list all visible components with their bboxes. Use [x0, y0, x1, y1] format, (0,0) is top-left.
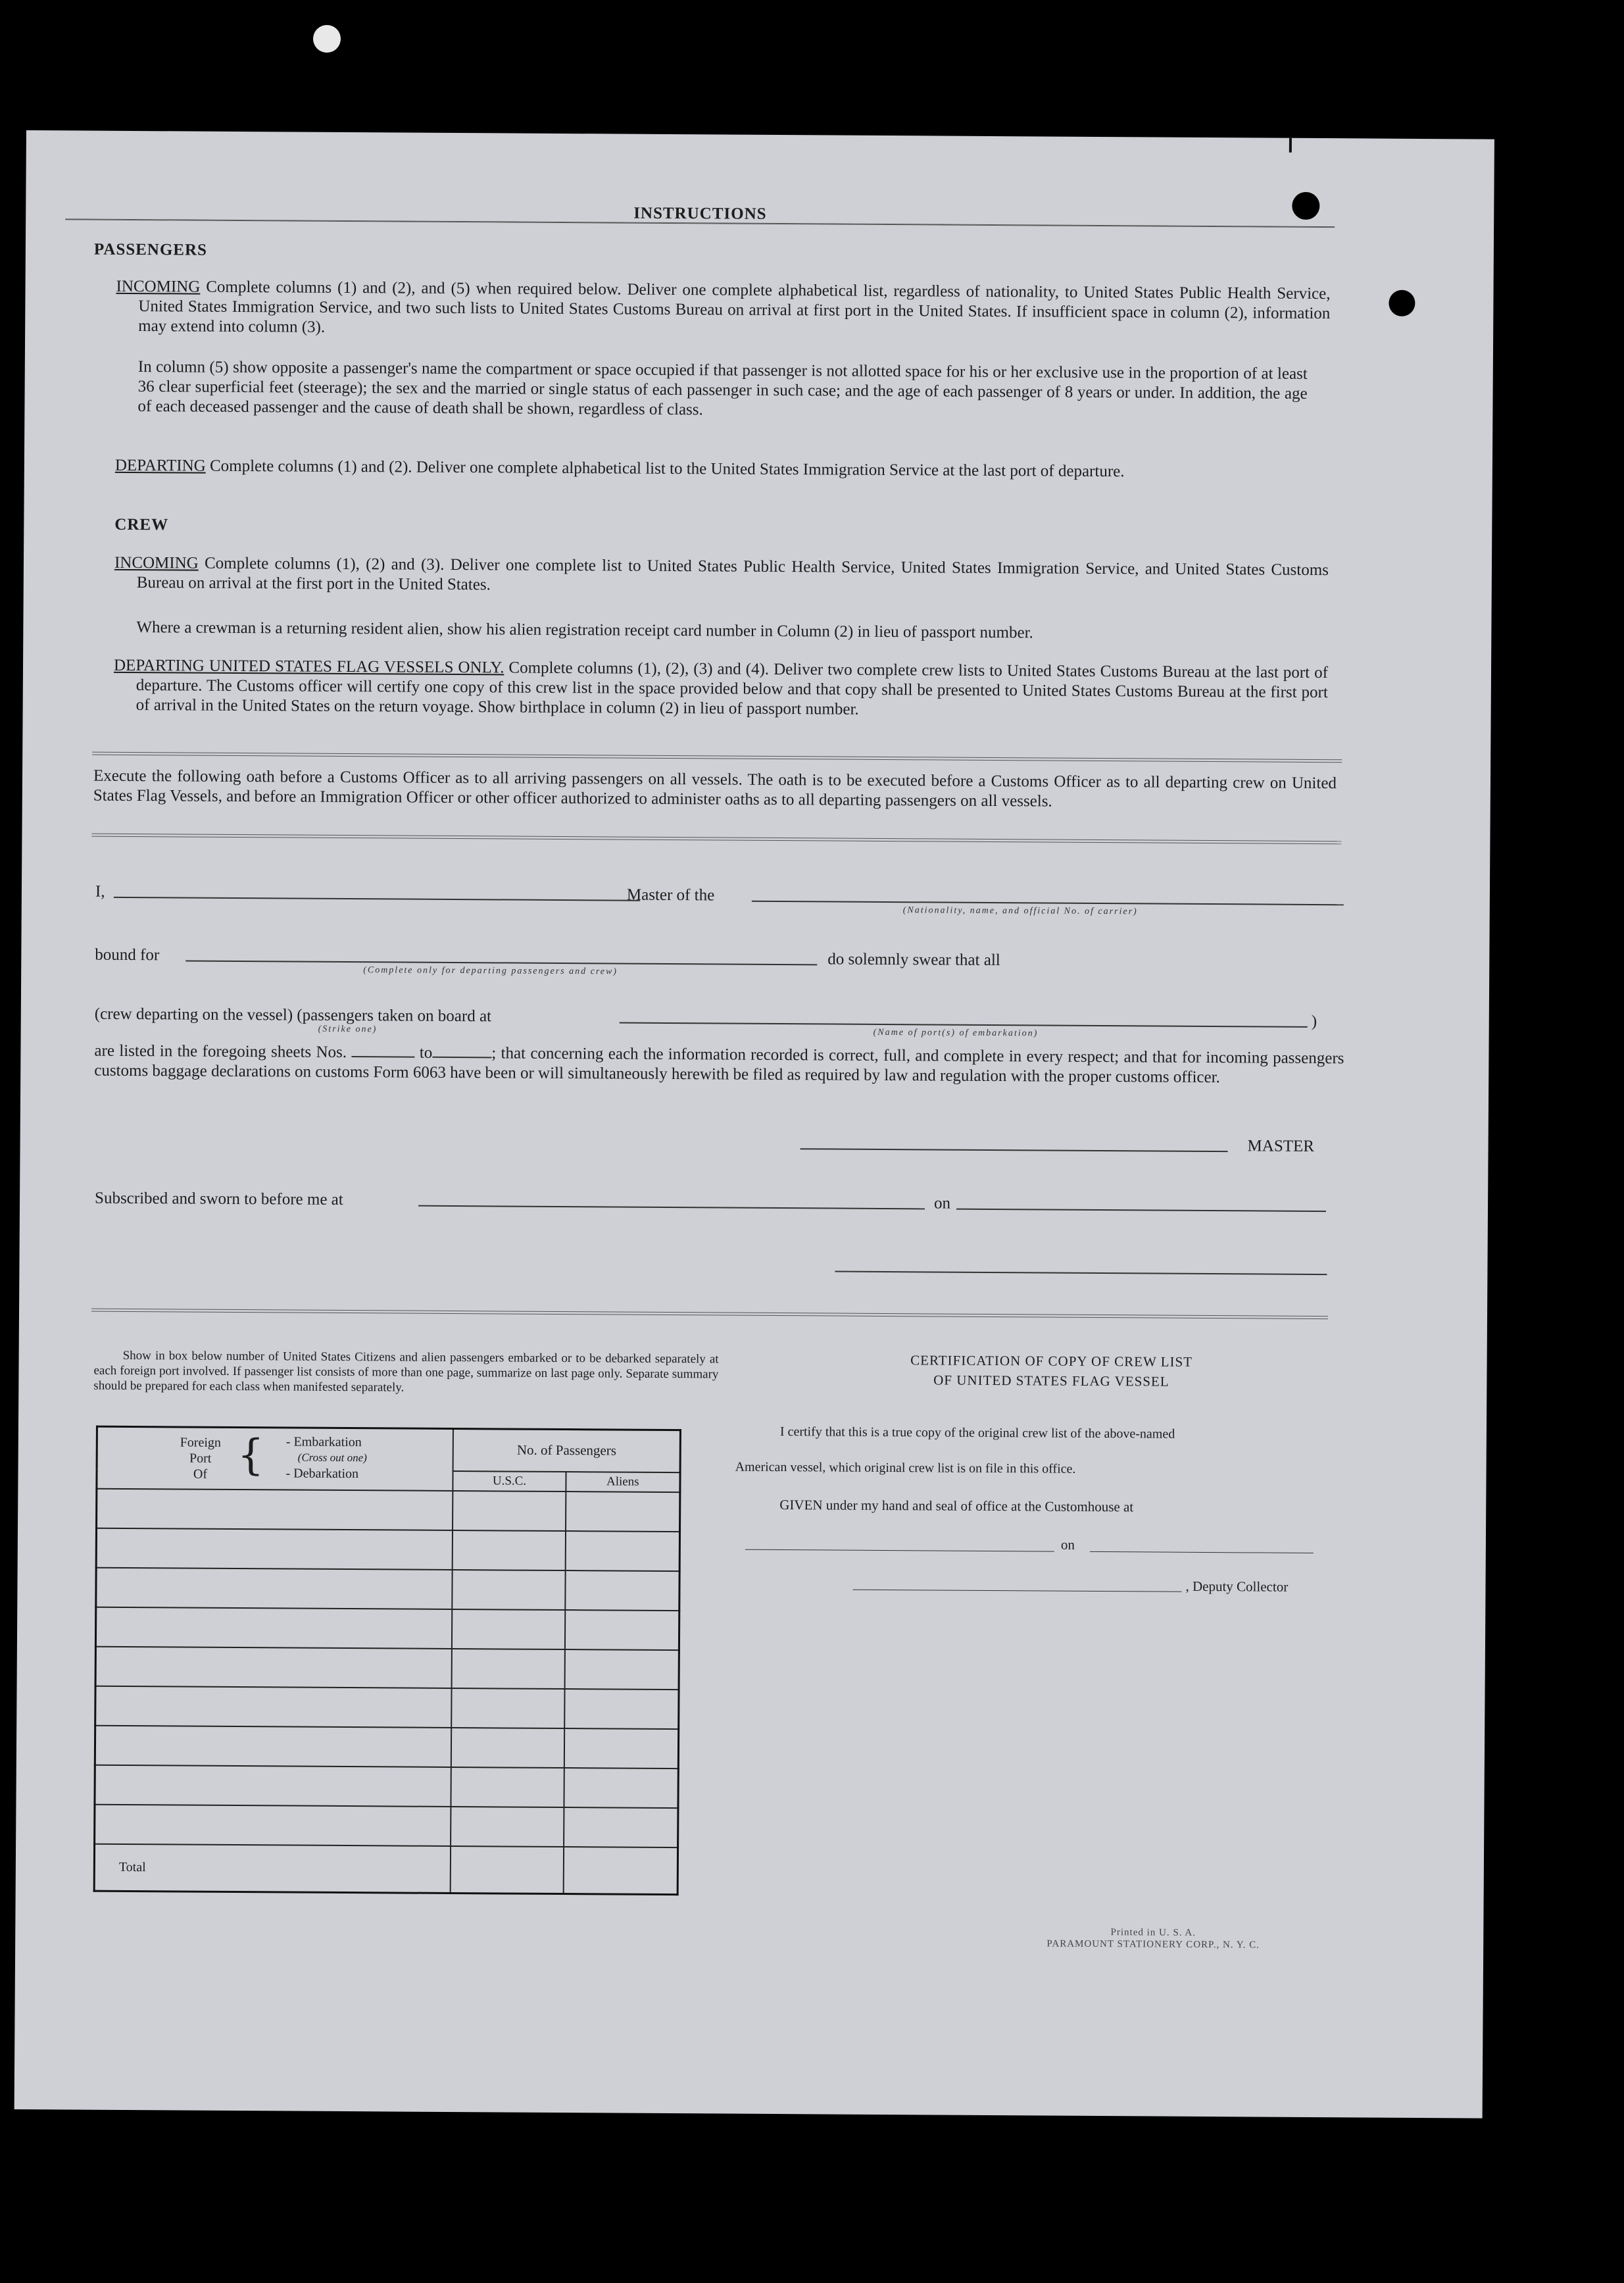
listed-to: to: [419, 1043, 433, 1062]
divider: [91, 834, 1341, 845]
given-line: GIVEN under my hand and seal of office at the Customhouse at: [779, 1497, 1134, 1515]
port-header-cell: [97, 1426, 453, 1490]
certify-line-2: American vessel, which original crew list is on file in this office.: [735, 1459, 1076, 1476]
table-row: [96, 1528, 679, 1570]
strike-caption: (Strike one): [318, 1024, 378, 1035]
table-row: [95, 1646, 679, 1689]
staple-mark: [1289, 138, 1292, 153]
certification-title-1: CERTIFICATION OF COPY OF CREW LIST: [910, 1352, 1193, 1370]
divider: [91, 1309, 1328, 1319]
table-row: [97, 1488, 680, 1531]
usc-cell[interactable]: [451, 1727, 564, 1767]
port-cell[interactable]: [97, 1488, 453, 1530]
passenger-summary-table: [93, 1426, 681, 1895]
usc-cell[interactable]: [451, 1767, 564, 1807]
box-instructions: [93, 1348, 718, 1397]
table-row: [95, 1765, 678, 1807]
master-of-label: Master of the: [626, 886, 715, 905]
page-title: INSTRUCTIONS: [633, 204, 767, 223]
usc-header: U.S.C.: [453, 1471, 566, 1492]
divider: [92, 752, 1342, 763]
certify-line-1: I certify that this is a true copy of the original crew list of the above-named: [779, 1424, 1175, 1442]
passengers-incoming-paragraph: [116, 277, 1331, 343]
foreign-label: Foreign: [180, 1435, 221, 1450]
table-row: [95, 1725, 678, 1768]
sworn-on-label: on: [933, 1194, 951, 1213]
table-row: [96, 1567, 679, 1610]
destination-field[interactable]: [185, 961, 817, 966]
brace-icon: {: [237, 1430, 264, 1480]
cross-out-caption: (Cross out one): [297, 1451, 367, 1465]
usc-cell[interactable]: [452, 1609, 565, 1649]
certification-on-label: on: [1060, 1536, 1075, 1553]
crew-passengers-label: (crew departing on the vessel) (passengers taken on board at: [94, 1005, 492, 1026]
crew-incoming-text: Complete columns (1), (2) and (3). Deliver one complete list to United States Public Health Service, United States Immigration Service, and United States Customs Bureau on arrival at the first port in the United States.: [136, 554, 1329, 594]
aliens-cell[interactable]: [564, 1807, 678, 1847]
aliens-cell[interactable]: [564, 1689, 679, 1729]
port-cell[interactable]: [96, 1567, 453, 1609]
sworn-date-field[interactable]: [956, 1209, 1326, 1212]
certification-title-2: OF UNITED STATES FLAG VESSEL: [933, 1372, 1169, 1390]
port-cell[interactable]: [96, 1528, 453, 1569]
total-row: [94, 1844, 677, 1894]
customhouse-field[interactable]: [745, 1549, 1054, 1552]
officer-signature-field[interactable]: [835, 1271, 1327, 1276]
crew-departing-text: Complete columns (1), (2), (3) and (4). Deliver two complete crew lists to United States Customs Bureau at the last port of departure. The Customs officer will certify one copy of this crew list in the space provided below and that copy shall be presented to United States Customs Bureau at the first port of arrival in the United States on the return voyage. Show birthplace in column (2) in lieu of passport number.: [135, 659, 1329, 718]
aliens-cell[interactable]: [565, 1570, 679, 1611]
oath-instructions: Execute the following oath before a Customs Officer as to all arriving passengers on all vessels. The oath is to be executed before a Customs Officer as to all departing crew on United States Flag Vessels, and before an Immigration Officer or other officer authorized to administer oaths as to all departing passengers on all vessels.: [93, 766, 1337, 811]
listed-paragraph: [94, 1041, 1344, 1089]
port-cell[interactable]: [95, 1725, 451, 1767]
punch-hole: [313, 25, 341, 53]
table-row: [95, 1686, 679, 1728]
master-signature-field[interactable]: [800, 1148, 1228, 1152]
total-usc-cell[interactable]: [451, 1845, 564, 1894]
aliens-cell[interactable]: [566, 1492, 680, 1532]
destination-caption: (Complete only for departing passengers and crew): [363, 965, 618, 977]
total-label: Total: [94, 1844, 451, 1893]
label-departing: DEPARTING: [114, 456, 206, 475]
passengers-departing-paragraph: [115, 456, 1329, 483]
port-cell[interactable]: [95, 1607, 452, 1648]
box-instructions-text: Show in box below number of United States Citizens and alien passengers embarked or to be debarked separately at each foreign port involved. If passenger list consists of more than one page, summarize on last page only. Separate summary should be prepared for each class when manifested separately.: [93, 1348, 719, 1395]
carrier-caption: (Nationality, name, and official No. of carrier): [902, 905, 1138, 917]
aliens-cell[interactable]: [565, 1531, 679, 1571]
deputy-collector-label: , Deputy Collector: [1185, 1578, 1289, 1595]
label-departing-flag: DEPARTING UNITED STATES FLAG VESSELS ONLY.: [113, 656, 504, 677]
master-name-field[interactable]: [114, 897, 640, 901]
usc-cell[interactable]: [451, 1806, 564, 1846]
table-row: [95, 1607, 679, 1649]
crew-incoming-paragraph: [114, 553, 1329, 600]
label-incoming: INCOMING: [116, 277, 201, 296]
embarkation-option[interactable]: - Embarkation: [285, 1434, 362, 1450]
no-passengers-header: No. of Passengers: [453, 1429, 681, 1472]
crew-departing-paragraph: [114, 656, 1329, 722]
label-incoming: INCOMING: [114, 553, 199, 572]
printed-in-usa: Printed in U. S. A.: [1110, 1927, 1196, 1938]
of-label: Of: [193, 1467, 208, 1482]
embarkation-port-field[interactable]: [620, 1022, 1308, 1028]
ports-caption: (Name of port(s) of embarkation): [873, 1027, 1039, 1039]
close-paren: ): [1311, 1012, 1317, 1031]
aliens-cell[interactable]: [564, 1649, 679, 1690]
bound-for-label: bound for: [95, 945, 160, 965]
aliens-cell[interactable]: [564, 1728, 678, 1769]
port-label: Port: [189, 1451, 212, 1466]
subscribed-label: Subscribed and sworn to before me at: [95, 1189, 343, 1209]
usc-cell[interactable]: [452, 1648, 565, 1688]
printer-name: PARAMOUNT STATIONERY CORP., N. Y. C.: [1046, 1938, 1260, 1951]
sheet-to-field[interactable]: [432, 1045, 491, 1059]
port-cell[interactable]: [95, 1686, 452, 1727]
debarkation-option[interactable]: - Debarkation: [285, 1466, 359, 1482]
oath-i-label: I,: [95, 882, 105, 901]
aliens-header: Aliens: [566, 1472, 680, 1492]
crew-resident-paragraph: Where a crewman is a returning resident alien, show his alien registration receipt card number in Column (2) in lieu of passport number.: [136, 618, 1033, 642]
swear-label: do solemnly swear that all: [827, 950, 1000, 970]
section-heading-passengers: PASSENGERS: [93, 240, 208, 259]
port-cell[interactable]: [95, 1765, 451, 1806]
port-cell[interactable]: [95, 1804, 451, 1845]
usc-cell[interactable]: [453, 1530, 566, 1570]
section-heading-crew: CREW: [114, 515, 169, 534]
listed-text-1: are listed in the foregoing sheets Nos.: [94, 1041, 347, 1062]
deputy-signature-field[interactable]: [852, 1590, 1181, 1592]
master-label: MASTER: [1247, 1137, 1315, 1155]
total-aliens-cell[interactable]: [563, 1847, 677, 1895]
form-sheet: [14, 130, 1494, 2119]
aliens-cell[interactable]: [565, 1610, 679, 1650]
sheet-from-field[interactable]: [351, 1044, 414, 1058]
usc-cell[interactable]: [452, 1688, 565, 1728]
listed-text-2: ; that concerning each the information recorded is correct, full, and complete in every respect; and that for incoming passengers customs baggage declarations on customs Form 6063 have been or will simultaneously herewith be filed as required by law and regulation with the proper customs officer.: [94, 1044, 1344, 1087]
port-cell[interactable]: [95, 1646, 452, 1688]
passengers-departing-text: Complete columns (1) and (2). Deliver one complete alphabetical list to the United States Immigration Service at the last port of departure.: [205, 457, 1125, 481]
aliens-cell[interactable]: [564, 1768, 678, 1808]
punch-hole: [1389, 290, 1415, 316]
table-row: [95, 1804, 678, 1847]
sworn-place-field[interactable]: [418, 1205, 925, 1210]
usc-cell[interactable]: [453, 1569, 566, 1609]
usc-cell[interactable]: [453, 1491, 566, 1531]
passengers-column5-paragraph: In column (5) show opposite a passenger's name the compartment or space occupied if that passenger is not allotted space for his or her exclusive use in the proportion of at least 36 clear superficial feet (steerage); the sex and the married or single status of each passenger in such case; and the age of each passenger of 8 years or under. In addition, the age of each deceased passenger and the cause of death shall be shown, regardless of class.: [137, 358, 1308, 419]
certification-date-field[interactable]: [1090, 1551, 1314, 1553]
carrier-field[interactable]: [752, 901, 1344, 905]
punch-hole: [1292, 192, 1319, 220]
passengers-incoming-text: Complete columns (1) and (2), and (5) when required below. Deliver one complete alphabetical list, regardless of nationality, to United States Public Health Service, United States Immigration Service, and two such lists to United States Customs Bureau on arrival at first port in the United States. If insufficient space in column (2), information may extend into column (3).: [138, 278, 1331, 336]
